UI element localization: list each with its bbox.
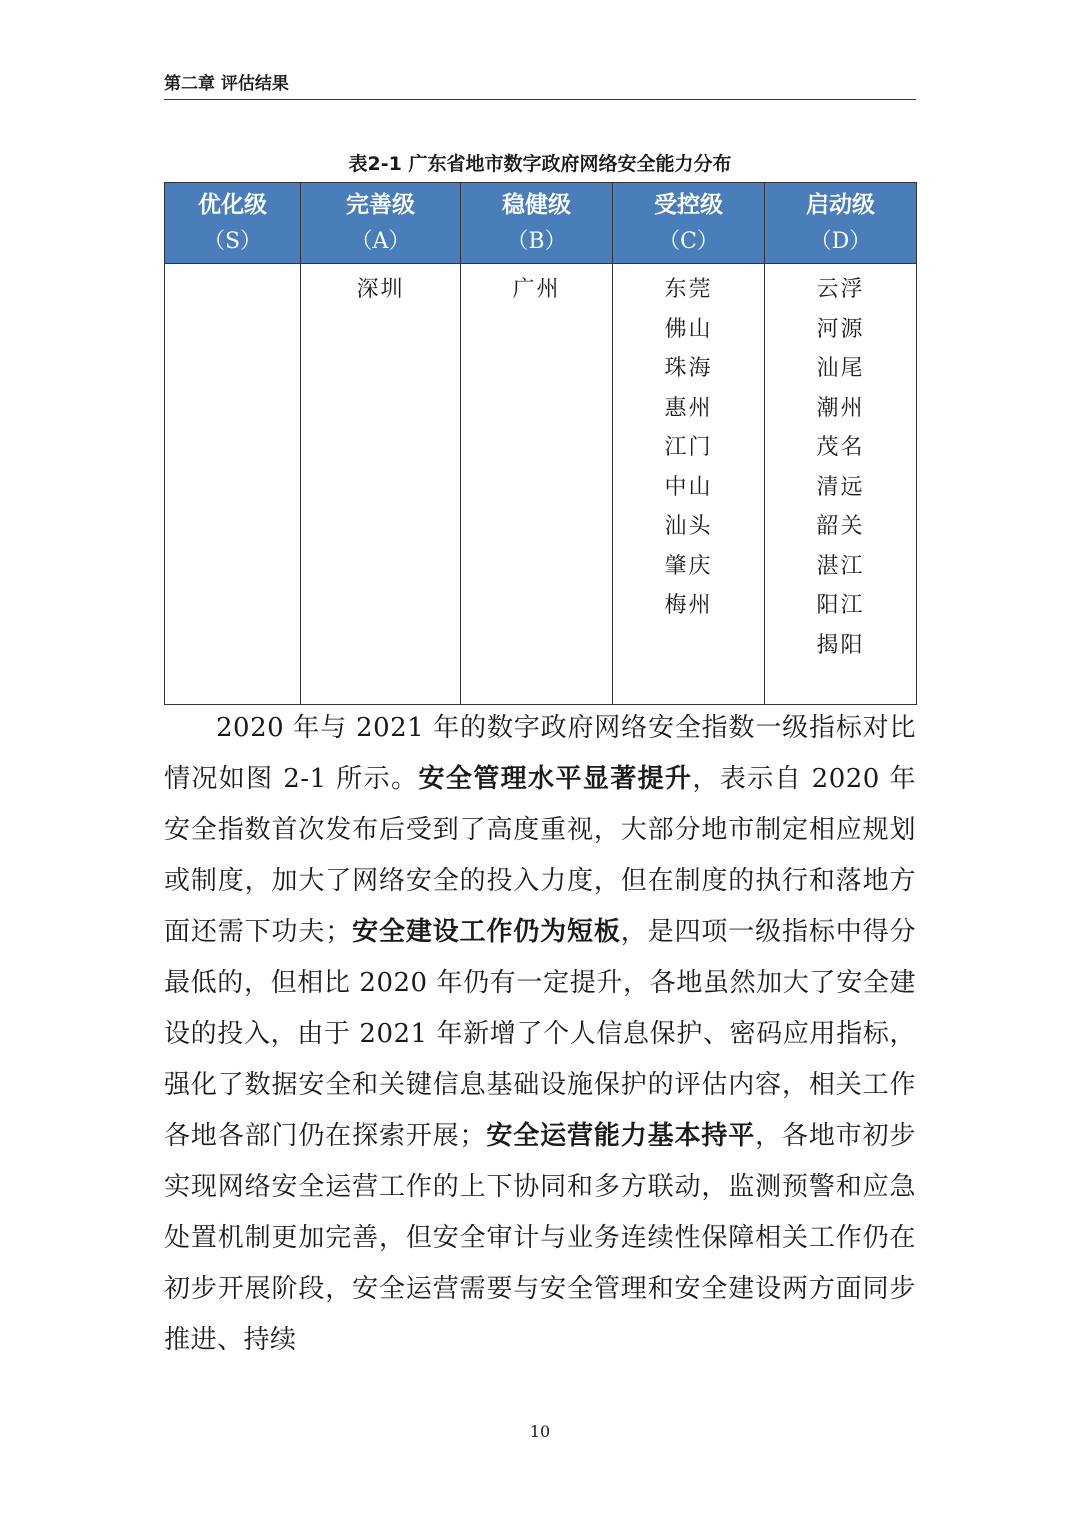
- emphasis-management: 安全管理水平显著提升: [418, 764, 693, 794]
- table-header-row: [165, 183, 917, 264]
- cities-cell-d: [765, 264, 917, 705]
- city-name: 揭阳: [816, 632, 865, 658]
- city-name: 阳江: [816, 593, 865, 618]
- city-name: 佛山: [664, 316, 713, 342]
- cities-cell-a: [301, 264, 461, 705]
- column-name: 优化级: [198, 192, 267, 218]
- table-row: [165, 264, 917, 705]
- capability-distribution-table: [164, 182, 917, 705]
- city-name: 河源: [816, 316, 865, 342]
- city-name: 珠海: [664, 356, 713, 381]
- cities-cell-c: [613, 264, 765, 705]
- emphasis-construction: 安全建设工作仍为短板: [351, 917, 621, 947]
- city-name: 东莞: [664, 277, 713, 302]
- text-segment: ，各地市初步实现网络安全运营工作的上下协同和多方联动，监测预警和应急处置机制更加完善，但安全审计与业务连续性保障相关工作仍在初步开展阶段，安全运营需要与安全管理和安全建设两方面同步推进、持续: [164, 1121, 916, 1355]
- text-segment: 2020 年与 2021 年的数字政府网络安全指数一级指标对比情况如图 2-1 所示。: [164, 713, 916, 794]
- cities-cell-b: [461, 264, 613, 705]
- column-name: 启动级: [806, 192, 875, 218]
- city-name: 肇庆: [664, 553, 713, 579]
- city-name: 汕尾: [816, 356, 865, 381]
- city-name: 云浮: [816, 277, 865, 302]
- column-code: （S）: [202, 229, 263, 254]
- column-name: 完善级: [346, 192, 415, 218]
- text-segment: ，表示自 2020 年安全指数首次发布后受到了高度重视，大部分地市制定相应规划或制度，加大了网络安全的投入力度，但在制度的执行和落地方面还需下功夫；: [164, 764, 916, 947]
- city-name: 惠州: [664, 395, 713, 421]
- body-paragraph: [164, 703, 916, 1366]
- cities-cell-s: [165, 264, 301, 705]
- city-name: 广州: [512, 277, 561, 302]
- column-code: （C）: [658, 229, 719, 254]
- city-name: 湛江: [816, 553, 865, 579]
- city-name: 中山: [664, 474, 713, 500]
- text-segment: ，是四项一级指标中得分最低的，但相比 2020 年仍有一定提升，各地虽然加大了安全建设的投入，由于 2021 年新增了个人信息保护、密码应用指标，强化了数据安全和关键信息基础设施保护的评估内容，相关工作各地各部门仍在探索开展；: [164, 917, 916, 1151]
- column-header-a: [301, 183, 461, 264]
- column-name: 受控级: [654, 192, 723, 218]
- column-name: 稳健级: [502, 192, 571, 218]
- city-name: 清远: [816, 474, 865, 500]
- city-name: 茂名: [816, 435, 865, 460]
- emphasis-operations: 安全运营能力基本持平: [486, 1121, 756, 1151]
- city-name: 潮州: [816, 395, 865, 421]
- table-caption: 表2-1 广东省地市数字政府网络安全能力分布: [348, 153, 732, 175]
- city-name: 汕头: [664, 514, 713, 539]
- column-header-s: [165, 183, 301, 264]
- city-name: 韶关: [816, 514, 865, 539]
- city-name: 江门: [664, 435, 713, 460]
- page-number: 10: [529, 1422, 551, 1441]
- city-name: 深圳: [356, 277, 405, 302]
- column-header-b: [461, 183, 613, 264]
- column-code: （B）: [506, 229, 567, 254]
- running-header: 第二章 评估结果: [164, 72, 916, 100]
- column-code: （D）: [809, 229, 872, 254]
- column-header-d: [765, 183, 917, 264]
- city-name: 梅州: [664, 593, 713, 618]
- column-code: （A）: [350, 229, 411, 254]
- column-header-c: [613, 183, 765, 264]
